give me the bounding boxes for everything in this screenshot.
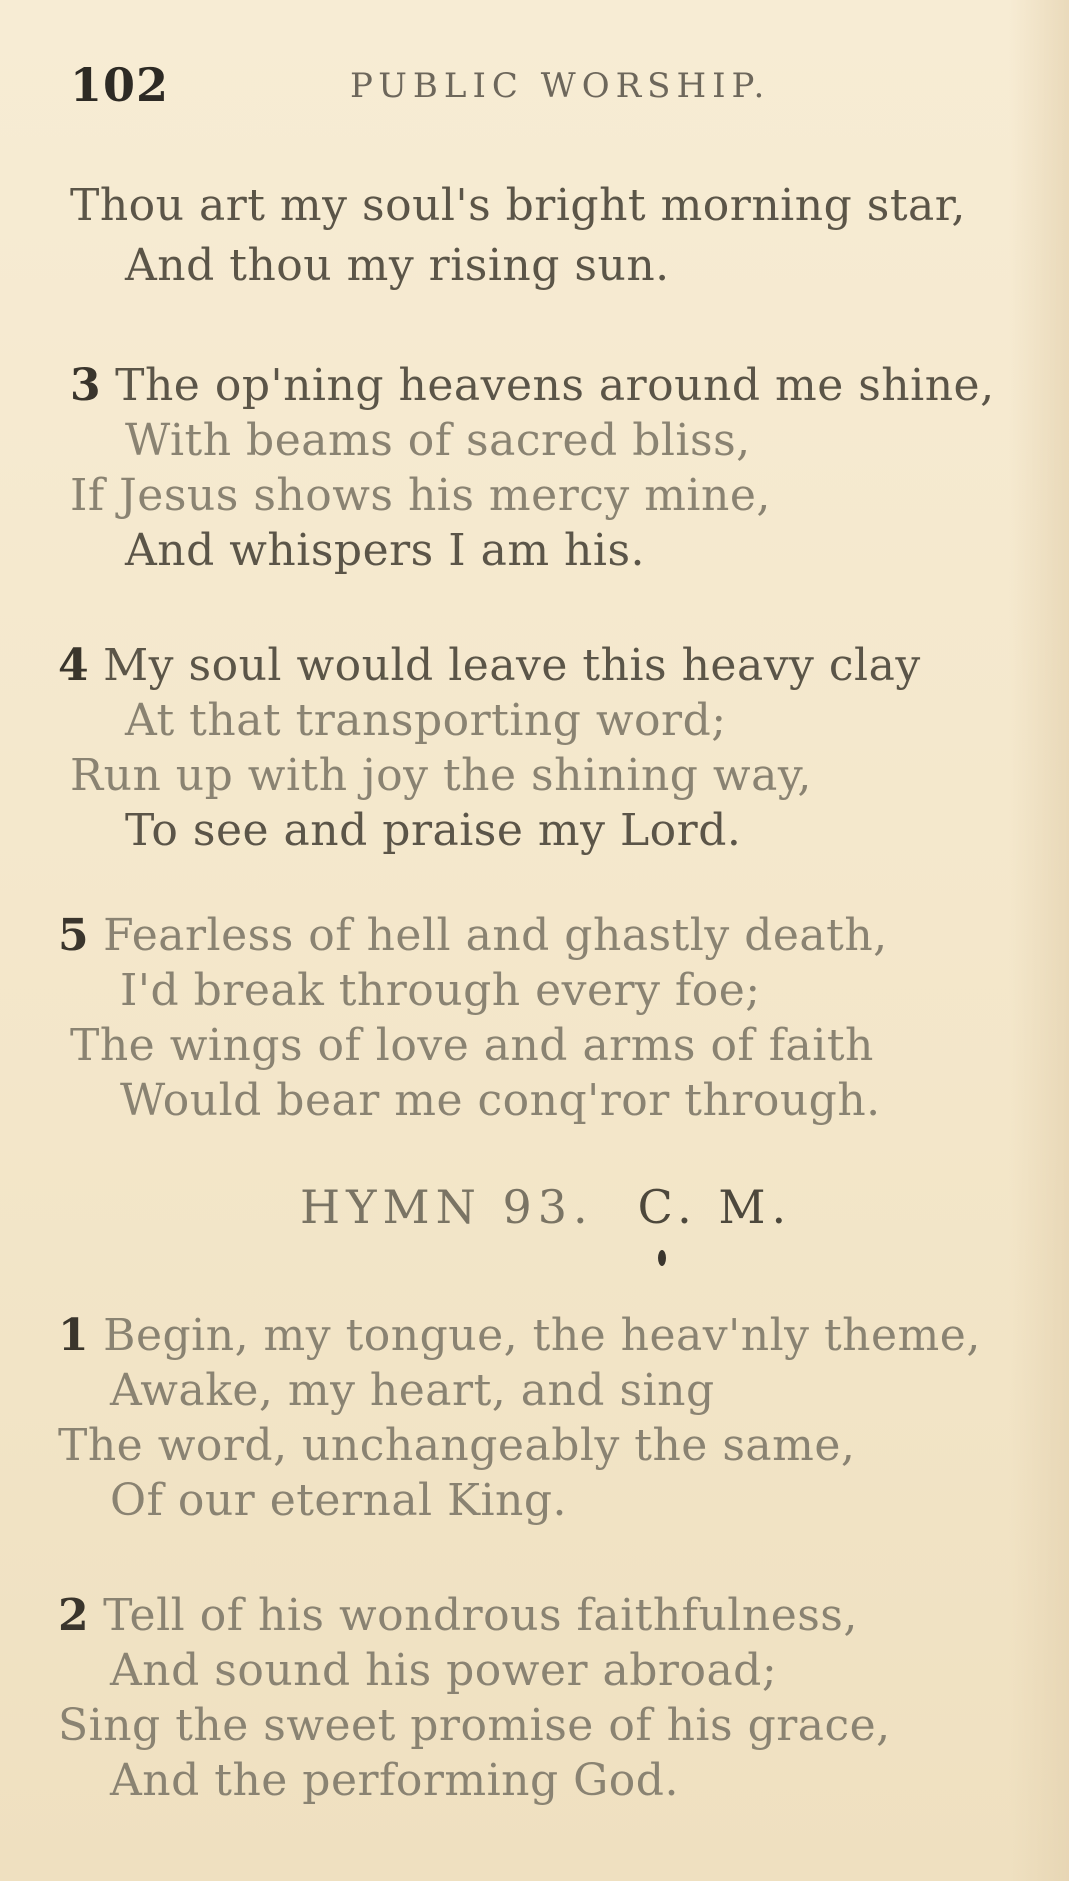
verse-line: Of our eternal King. xyxy=(110,1475,568,1526)
hymn93-stanza-2-line-1: 2 Tell of his wondrous faithfulness, xyxy=(58,1590,858,1641)
stanza-4-line-1: 4 My soul would leave this heavy clay xyxy=(58,640,921,691)
hymn-heading xyxy=(300,1180,792,1234)
hymn-title: HYMN 93. xyxy=(300,1180,594,1234)
stanza-number: 3 xyxy=(70,360,102,411)
stanza-number: 4 xyxy=(58,640,90,691)
verse-line: And sound his power abroad; xyxy=(110,1645,778,1696)
verse-line: The word, unchangeably the same, xyxy=(58,1420,856,1471)
stanza-5-line-1: 5 Fearless of hell and ghastly death, xyxy=(58,910,888,961)
verse-line: I'd break through every foe; xyxy=(120,965,761,1016)
page-edge-shadow xyxy=(1009,0,1069,1881)
verse-line: Awake, my heart, and sing xyxy=(110,1365,715,1416)
verse-line: Sing the sweet promise of his grace, xyxy=(58,1700,891,1751)
verse-line: And thou my rising sun. xyxy=(125,240,670,291)
ink-speck xyxy=(658,1250,666,1266)
verse-line: To see and praise my Lord. xyxy=(125,805,742,856)
verse-line: Run up with joy the shining way, xyxy=(70,750,812,801)
page-header xyxy=(70,58,970,112)
verse-line: With beams of sacred bliss, xyxy=(125,415,751,466)
stanza-number: 1 xyxy=(58,1310,90,1361)
verse-line: At that transporting word; xyxy=(125,695,727,746)
hymn93-stanza-1-line-1: 1 Begin, my tongue, the heav'nly theme, xyxy=(58,1310,981,1361)
verse-line: Thou art my soul's bright morning star, xyxy=(70,180,966,231)
stanza-number: 2 xyxy=(58,1590,90,1641)
verse-line: Would bear me conq'ror through. xyxy=(120,1075,881,1126)
verse-line: And whispers I am his. xyxy=(125,525,646,576)
stanza-3-line-1: 3 The op'ning heavens around me shine, xyxy=(70,360,995,411)
verse-line: The wings of love and arms of faith xyxy=(70,1020,874,1071)
running-title: PUBLIC WORSHIP. xyxy=(350,66,771,106)
hymn-meter: C. M. xyxy=(637,1180,793,1234)
stanza-number: 5 xyxy=(58,910,90,961)
verse-line: If Jesus shows his mercy mine, xyxy=(70,470,771,521)
verse-line: And the performing God. xyxy=(110,1755,679,1806)
page-number: 102 xyxy=(70,58,170,112)
